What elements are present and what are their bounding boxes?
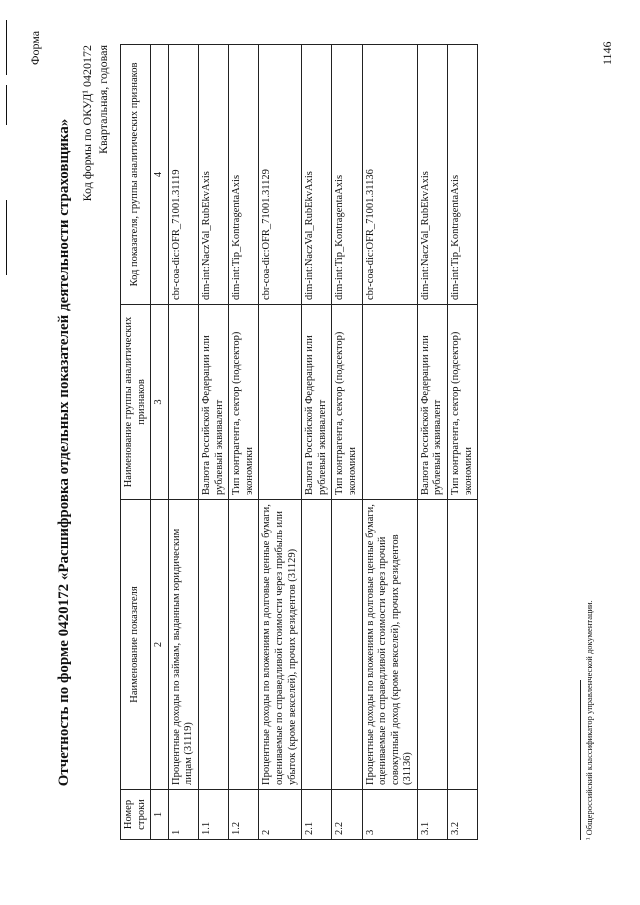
indicator-code: dim-int:NaczVal_RubEkvAxis <box>302 45 332 305</box>
footnote-divider <box>580 680 581 840</box>
table-row <box>229 45 259 840</box>
row-number: 1 <box>168 790 198 840</box>
group-name: Валюта Российской Федерации или рублевый эквивалент <box>417 305 447 500</box>
indicator-code: dim-int:Tip_KontragentaAxis <box>229 45 259 305</box>
col-header-code: Код показателя, группы аналитических признаков <box>121 45 151 305</box>
table-row <box>259 45 302 840</box>
group-name <box>362 305 417 500</box>
indicator-name <box>417 500 447 790</box>
page-number: 1146 <box>600 41 614 65</box>
group-name <box>259 305 302 500</box>
group-name: Тип контрагента, сектор (подсектор) экономики <box>229 305 259 500</box>
column-number-row <box>151 45 169 840</box>
group-name: Тип контрагента, сектор (подсектор) экономики <box>448 305 478 500</box>
indicator-code: dim-int:Tip_KontragentaAxis <box>448 45 478 305</box>
row-number: 2.1 <box>302 790 332 840</box>
table-row <box>417 45 447 840</box>
indicator-name <box>302 500 332 790</box>
indicator-name <box>198 500 228 790</box>
indicator-code: dim-int:NaczVal_RubEkvAxis <box>198 45 228 305</box>
col-number: 2 <box>151 500 169 790</box>
indicator-code: cbr-coa-dic:OFR_71001.31129 <box>259 45 302 305</box>
table-row <box>448 45 478 840</box>
row-number: 3.2 <box>448 790 478 840</box>
indicator-code: cbr-coa-dic:OFR_71001.31119 <box>168 45 198 305</box>
form-label: Форма <box>28 30 42 65</box>
group-name: Валюта Российской Федерации или рублевый эквивалент <box>302 305 332 500</box>
table-row <box>168 45 198 840</box>
col-number: 1 <box>151 790 169 840</box>
table-row <box>302 45 332 840</box>
indicator-name: Процентные доходы по вложениям в долговые ценные бумаги, оцениваемые по справедливой стоимости через прибыль или убыток (кроме векселей), прочих резидентов (31129) <box>259 500 302 790</box>
page-title: Отчетность по форме 0420172 «Расшифровка отдельных показателей деятельности страховщика» <box>56 118 72 787</box>
indicator-name: Процентные доходы по вложениям в долговые ценные бумаги, оцениваемые по справедливой стоимости через прочий совокупный доход (кроме векселей), прочих резидентов (31136) <box>362 500 417 790</box>
row-number: 1.2 <box>229 790 259 840</box>
okud-code: Код формы по ОКУД¹ 0420172 <box>80 45 94 202</box>
row-number: 2 <box>259 790 302 840</box>
indicator-code: cbr-coa-dic:OFR_71001.31136 <box>362 45 417 305</box>
col-number: 3 <box>151 305 169 500</box>
group-name <box>168 305 198 500</box>
indicator-name <box>229 500 259 790</box>
table-row <box>198 45 228 840</box>
col-header-num: Номер строки <box>121 790 151 840</box>
table-row <box>332 45 362 840</box>
indicator-name <box>332 500 362 790</box>
indicator-name <box>448 500 478 790</box>
indicator-code: dim-int:NaczVal_RubEkvAxis <box>417 45 447 305</box>
indicator-name: Процентные доходы по займам, выданным юридическим лицам (31119) <box>168 500 198 790</box>
col-number: 4 <box>151 45 169 305</box>
row-number: 1.1 <box>198 790 228 840</box>
report-table <box>120 44 478 840</box>
group-name: Валюта Российской Федерации или рублевый эквивалент <box>198 305 228 500</box>
table-row <box>362 45 417 840</box>
report-period: Квартальная, годовая <box>96 45 110 154</box>
row-number: 3.1 <box>417 790 447 840</box>
indicator-code: dim-int:Tip_KontragentaAxis <box>332 45 362 305</box>
footnote: ¹ Общероссийский классификатор управленческой документации. <box>584 600 594 840</box>
col-header-name: Наименование показателя <box>121 500 151 790</box>
header-row <box>121 45 151 840</box>
row-number: 2.2 <box>332 790 362 840</box>
col-header-group: Наименование группы аналитических признаков <box>121 305 151 500</box>
group-name: Тип контрагента, сектор (подсектор) экономики <box>332 305 362 500</box>
row-number: 3 <box>362 790 417 840</box>
